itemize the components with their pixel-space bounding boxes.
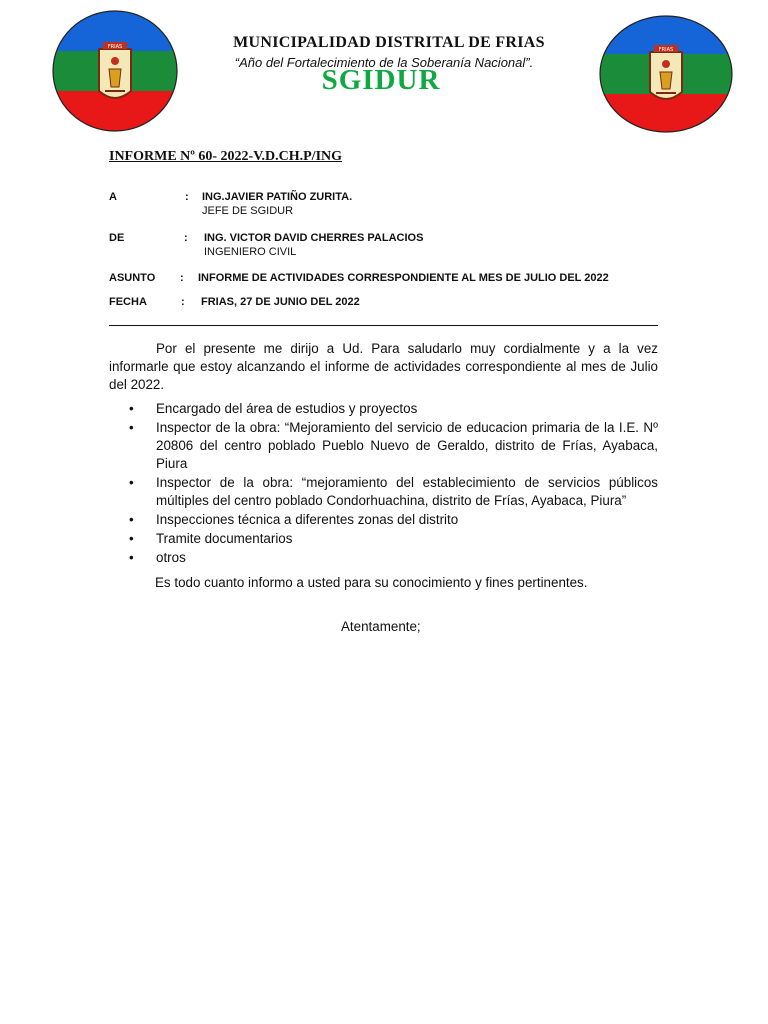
list-item: [109, 419, 658, 473]
field-to-name: ING.JAVIER PATIÑO ZURITA.: [202, 191, 353, 203]
list-item-text: Inspecciones técnica a diferentes zonas del distrito: [156, 512, 459, 527]
field-to: [109, 191, 658, 221]
field-to-label: A: [109, 191, 117, 203]
header-divider: [109, 325, 658, 326]
svg-text:FRIAS: FRIAS: [658, 47, 674, 53]
bullet-icon: •: [129, 420, 134, 435]
field-from: [109, 232, 658, 262]
field-from-colon: :: [184, 232, 188, 244]
list-item: [109, 549, 658, 567]
field-subject-label: ASUNTO: [109, 272, 156, 284]
field-date-colon: :: [181, 296, 185, 308]
list-item: [109, 400, 658, 418]
list-item-text: Inspector de la obra: “mejoramiento del establecimiento de servicios públicos múltiples del centro poblado Condorhuachina, distrito de Frías, Ayabaca, Piura”: [156, 475, 658, 508]
bullet-icon: •: [129, 550, 134, 565]
field-to-colon: :: [185, 191, 189, 203]
report-number: INFORME Nº 60- 2022-V.D.CH.P/ING: [109, 149, 343, 164]
year-slogan: “Año del Fortalecimiento de la Soberanía Nacional”.: [234, 55, 534, 70]
list-item: [109, 474, 658, 510]
municipality-title: MUNICIPALIDAD DISTRITAL DE FRIAS: [233, 34, 545, 51]
field-subject: [109, 272, 658, 288]
bullet-icon: •: [129, 401, 134, 416]
department-name: SGIDUR: [321, 64, 441, 96]
intro-paragraph: Por el presente me dirijo a Ud. Para saludarlo muy cordialmente y a la vez informarle que estoy alcanzando el informe de actividades correspondiente al mes de Julio del 2022.: [109, 341, 658, 392]
field-from-position: INGENIERO CIVIL: [204, 246, 297, 258]
bullet-icon: •: [129, 531, 134, 546]
bullet-icon: •: [129, 512, 134, 527]
field-date: [109, 296, 658, 312]
svg-text:FRIAS: FRIAS: [107, 44, 123, 50]
signoff: Atentamente;: [341, 619, 421, 634]
list-item-text: Encargado del área de estudios y proyectos: [156, 401, 418, 416]
closing-line: Es todo cuanto informo a usted para su conocimiento y fines pertinentes.: [155, 575, 588, 590]
field-date-value: FRIAS, 27 DE JUNIO DEL 2022: [201, 296, 360, 308]
list-item-text: Tramite documentarios: [156, 531, 293, 546]
list-item: [109, 530, 658, 548]
activities-list: [109, 400, 658, 568]
field-subject-value: INFORME DE ACTIVIDADES CORRESPONDIENTE AL MES DE JULIO DEL 2022: [198, 272, 609, 284]
bullet-icon: •: [129, 475, 134, 490]
field-to-position: JEFE DE SGIDUR: [202, 205, 294, 217]
list-item-text: Inspector de la obra: “Mejoramiento del servicio de educacion primaria de la I.E. Nº 20806 del centro poblado Pueblo Nuevo de Geraldo, distrito de Frías, Ayabaca, Piura: [156, 420, 658, 471]
field-date-label: FECHA: [109, 296, 147, 308]
field-subject-colon: :: [180, 272, 184, 284]
field-from-name: ING. VICTOR DAVID CHERRES PALACIOS: [204, 232, 424, 244]
field-from-label: DE: [109, 232, 125, 244]
list-item-text: otros: [156, 550, 186, 565]
list-item: [109, 511, 658, 529]
